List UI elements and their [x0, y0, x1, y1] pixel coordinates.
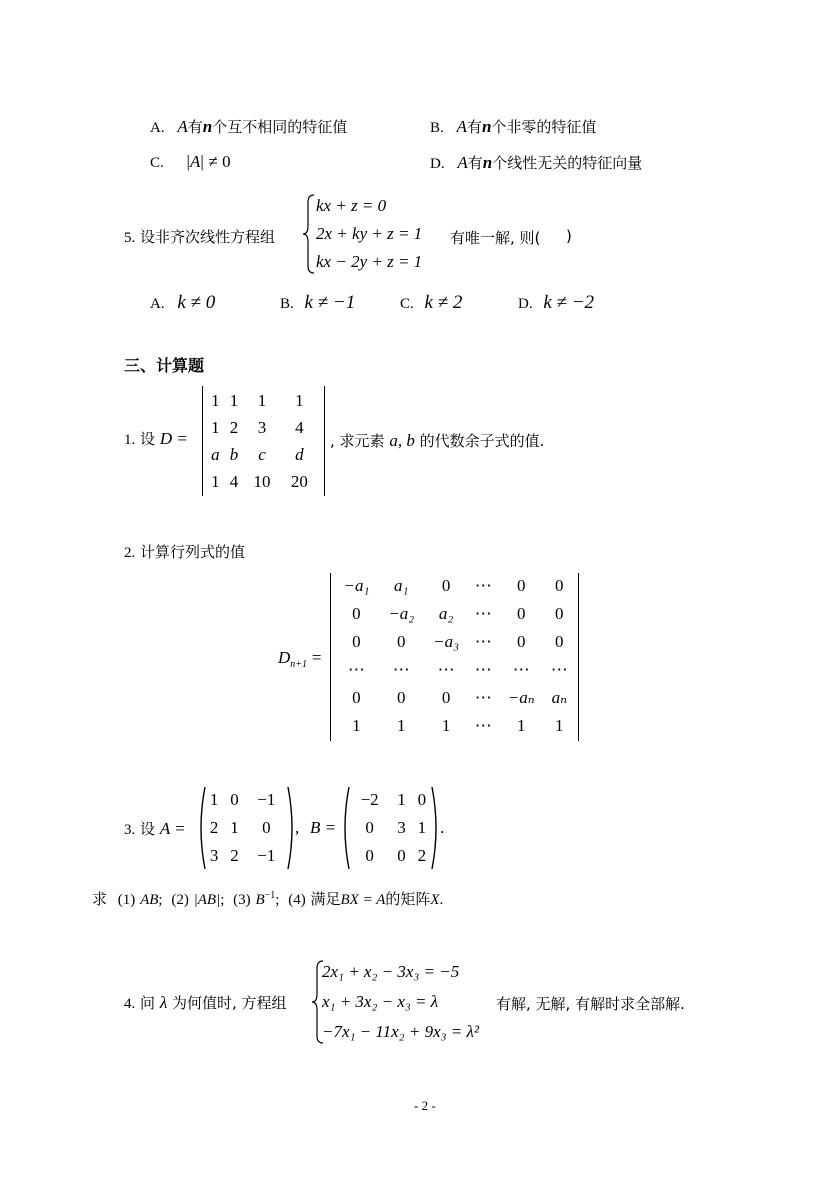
calc-3-end: . — [440, 818, 445, 837]
det-bar-right — [578, 573, 579, 741]
section-title: 三、计算题 — [124, 356, 205, 375]
calc-2-label: 2. 计算行列式的值 — [124, 543, 246, 561]
left-brace — [302, 194, 316, 274]
c4-eq1: 2x₁ + x₂ − 3x₃ = −5 — [322, 962, 460, 981]
calc-3-b: , B = — [295, 818, 337, 837]
page-number: - 2 - — [414, 1098, 436, 1113]
q5-eq1: kx + z = 0 — [316, 196, 387, 215]
calc-4-suffix: 有解, 无解, 有解时求全部解. — [496, 995, 685, 1013]
det-bar-left — [202, 386, 203, 496]
q5-option-c: C. k ≠ 2 — [400, 292, 463, 313]
q5-suffix: 有唯一解, 则( — [450, 229, 541, 247]
option-4c: C. |A| ≠ 0 — [150, 152, 231, 171]
calc-3-label: 3. 设 A = — [124, 819, 186, 838]
q5-option-d: D. k ≠ −2 — [518, 292, 595, 313]
matrix-d: 1 1 1 1 1 2 3 4 a b c d 1 4 10 20 — [211, 390, 308, 491]
c4-eq2: x₁ + 3x₂ − x₃ = λ — [322, 992, 439, 1011]
option-4d: D. A有n个线性无关的特征向量 — [430, 153, 643, 172]
q5-option-a: A. k ≠ 0 — [150, 292, 216, 313]
q5-close: ) — [566, 227, 572, 245]
det-bar-left — [330, 573, 331, 741]
matrix-dn: −a₁ a₁ 0 ⋯ 0 0 0 −a₂ a₂ ⋯ 0 0 0 0 −a₃ ⋯ 0 0 ⋯ ⋯ ⋯ ⋯ ⋯ ⋯ 0 0 0 ⋯ −aₙ aₙ 1 1 1 ⋯ 1 1 — [343, 576, 568, 735]
calc-3-questions: 求 (1) AB; (2) |AB|; (3) $B^{-1}$; (4) 满足BX = A的矩阵X. — [92, 890, 444, 908]
c4-eq3: −7x₁ − 11x₂ + 9x₃ = λ² — [322, 1022, 479, 1041]
q5-eq3: kx − 2y + z = 1 — [316, 252, 423, 271]
q5-option-b: B. k ≠ −1 — [280, 292, 356, 313]
calc-4-label: 4. 问 λ 为何值时, 方程组 — [124, 993, 287, 1012]
question-5: 5. 设非齐次线性方程组 — [124, 228, 276, 246]
matrix-b: −2 1 0 0 3 1 0 0 2 — [360, 790, 427, 865]
option-4a: A. A有n个互不相同的特征值 — [150, 117, 348, 136]
det-lhs: $D_{n+1}$ = — [278, 648, 322, 670]
option-4b: B. A有n个非零的特征值 — [430, 117, 597, 136]
matrix-a: 1 0 −1 2 1 0 3 2 −1 — [209, 790, 276, 865]
det-bar-right — [324, 386, 325, 496]
calc-1-suffix: , 求元素 a, b 的代数余子式的值. — [330, 431, 545, 450]
q5-eq2: 2x + ky + z = 1 — [316, 224, 423, 243]
calc-1-label: 1. 设 D = — [124, 429, 188, 448]
